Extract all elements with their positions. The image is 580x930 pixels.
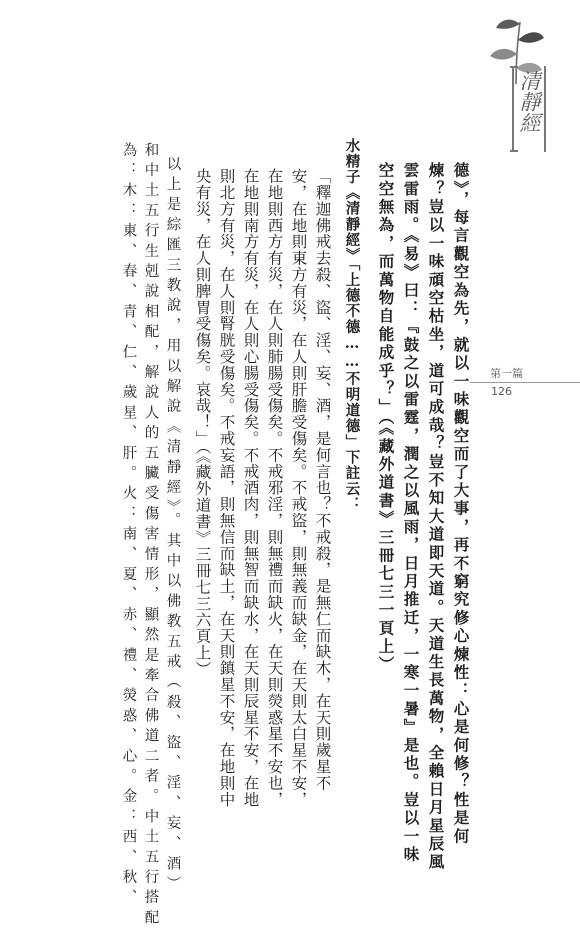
text-column: 「釋迦佛戒去殺、盜、淫、妄、酒，是何言也？不戒殺，是無仁而缺木，在天則歲星不 <box>313 168 332 792</box>
chapter-label: 第一篇 <box>490 367 523 380</box>
text-column: 央有災，在人則脾胃受傷矣。哀哉！」（《藏外道書》三冊七三六頁上） <box>193 168 212 678</box>
margin-rule <box>470 382 580 383</box>
text-column: 則北方有災，在人則腎胱受傷矣。不戒妄語，則無信而缺土，在天則鎮星不安，在地則中 <box>217 168 236 808</box>
text-column: 空空無為，而萬物自能成乎？」（《藏外道書》三冊七三一頁上） <box>376 162 396 675</box>
text-column: 以上是綜匯三教說，用以解說《清靜經》。其中以佛教五戒（殺、盜、淫、妄、酒） <box>164 156 181 897</box>
text-column: 水精子《清靜經》「上德不德……不明道德」下註云： <box>343 138 361 513</box>
text-column: 和中土五行生剋說相配，解說人的五臟受傷害情形，顯然是牽合佛道二者。中土五行搭配 <box>142 142 159 930</box>
text-column: 德》，每言觀空為先，就以一味觀空而了大事，再不窮究修心煉性：心是何修？性是何 <box>451 162 471 846</box>
text-column: 煉？豈以一味頑空枯坐，道可成哉？豈不知大道即天道。天道生長萬物，全賴日月星辰風 <box>426 162 446 872</box>
page-number: 126 <box>491 385 512 398</box>
text-column: 雲雷雨。《易》曰：『鼓之以雷霆，潤之以風雨，日月推迁，一寒一暑』是也。豈以一味 <box>401 162 421 865</box>
text-column: 在地則南方有災，在人則心腸受傷矣。不戒酒肉，則無智而缺水，在天則辰星不安，在地 <box>241 168 260 808</box>
book-title-frame <box>512 66 546 152</box>
book-title: 清靜經 <box>517 70 541 133</box>
text-column: 為：木：東、春、青、仁、歲星、肝。火：南、夏、赤、禮、熒惑、心。金：西、秋、 <box>120 142 137 910</box>
text-column: 在地則西方有災，在人則肺腸受傷矣。不戒邪淫，則無禮而缺火，在天則熒惑星不安也， <box>265 168 284 808</box>
text-column: 安，在地則東方有災，在人則肝膽受傷矣。不戒盜，則無義而缺金，在天則太白星不安， <box>289 168 308 808</box>
